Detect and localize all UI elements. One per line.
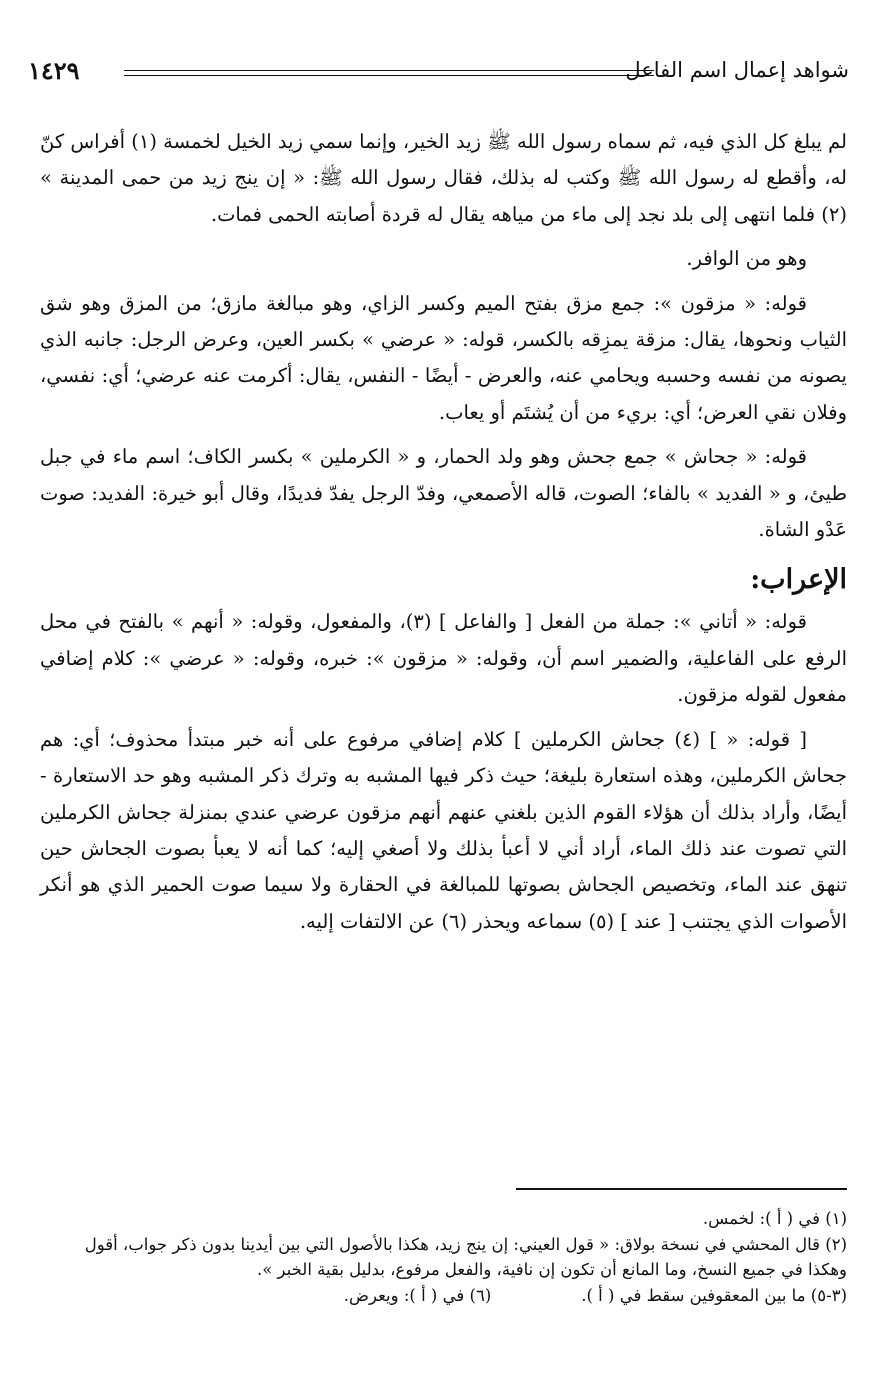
footnote-separator: [516, 1188, 847, 1190]
paragraph-2: وهو من الوافر.: [686, 247, 807, 271]
paragraph-3: قوله: « مزقون »: جمع مزق بفتح الميم وكسر الزاي، وهو مبالغة مازق؛ من المزق وهو شق الثياب ونحوها، يقال: مزقة يمزِقه بالكسر، قوله: « عرضي » بكسر العين، وعرض الرجل: جانبه الذي يصونه من نفسه وحسبه ويحامي عنه، والعرض - أيضًا - النفس، يقال: أكرمت عنه عرضي؛ أي: نفسي، وفلان نقي العرض؛ أي: بريء من أن يُشتَم أو يعاب.: [40, 291, 847, 424]
footnote-row-last: [40, 1283, 847, 1309]
paragraph-4: قوله: « جحاش » جمع جحش وهو ولد الحمار، و « الكرملين » بكسر الكاف؛ اسم ماء في جبل طيئ، و « الفديد » بالفاء؛ الصوت، قاله الأصمعي، وفدّ الرجل يفدّ فديدًا، وقال أبو خيرة: الفديد: صوت عَدْو الشاة.: [40, 445, 847, 542]
paragraph-1: لم يبلغ كل الذي فيه، ثم سماه رسول الله ﷺ زيد الخير، وإنما سمي زيد الخيل لخمسة (١) أفراس كنّ له، وأقطع له رسول الله ﷺ وكتب له بذلك، فقال رسول الله ﷺ: « إن ينج زيد من حمى المدينة » (٢) فلما انتهى إلى بلد نجد إلى ماء من مياهه يقال له قردة أصابته الحمى فمات.: [40, 130, 848, 226]
footnote-6: (٦) في ( أ ): ويعرض.: [343, 1285, 492, 1305]
running-header: [28, 56, 849, 96]
main-text: [40, 124, 847, 948]
footnotes: [40, 1206, 847, 1308]
page-number: ١٤٢٩: [28, 56, 80, 85]
paragraph-6: [ قوله: « ] (٤) جحاش الكرملين ] كلام إضافي مرفوع على أنه خبر مبتدأ محذوف؛ أي: هم جحاش الكرملين، وهذه استعارة بليغة؛ حيث ذكر فيها المشبه به وترك ذكر المشبه وهو حد الاستعارة - أيضًا، وأراد بذلك أن هؤلاء القوم الذين بلغني عنهم أنهم مزقون عرضي عندي بمنزلة جحاش الكرملين التي تصوت عند ذلك الماء، أراد أني لا أعبأ بذلك ولا أصغي إليه؛ كما أنه لا يعبأ بصوت الجحاش حين تنهق عند الماء، وتخصيص الجحاش بصوتها للمبالغة في الحقارة ولا سيما صوت الحمير الذي هو أنكر الأصوات الذي يجتنب [ عند ] (٥) سماعه ويحذر (٦) عن الالتفات إليه.: [40, 727, 847, 933]
paragraph-5: قوله: « أتاني »: جملة من الفعل [ والفاعل ] (٣)، والمفعول، وقوله: « أنهم » بالفتح في محل الرفع على الفاعلية، والضمير اسم أن، وقوله: « مزقون »: خبره، وقوله: « عرضي »: كلام إضافي مفعول لقوله مزقون.: [40, 610, 847, 707]
footnote-3-5: (٣-٥) ما بين المعقوفين سقط في ( أ ).: [581, 1285, 847, 1305]
header-rule-bottom: [124, 75, 654, 76]
footnote-2-line-2: وهكذا في جميع النسخ، وما المانع أن تكون إن نافية، والفعل مرفوع، بدليل بقية الخبر ».: [256, 1260, 847, 1279]
footnote-2-line-1: (٢) قال المحشي في نسخة بولاق: « قول العيني: إن ينج زيد، هكذا بالأصول التي بين أيدينا بدون ذكر جواب، أقول: [84, 1234, 847, 1254]
header-rule-top: [124, 70, 654, 71]
footnote-1: (١) في ( أ ): لخمس.: [702, 1209, 847, 1228]
section-heading: الإعراب:: [750, 564, 847, 596]
header-title: شواهد إعمال اسم الفاعل: [625, 58, 849, 82]
